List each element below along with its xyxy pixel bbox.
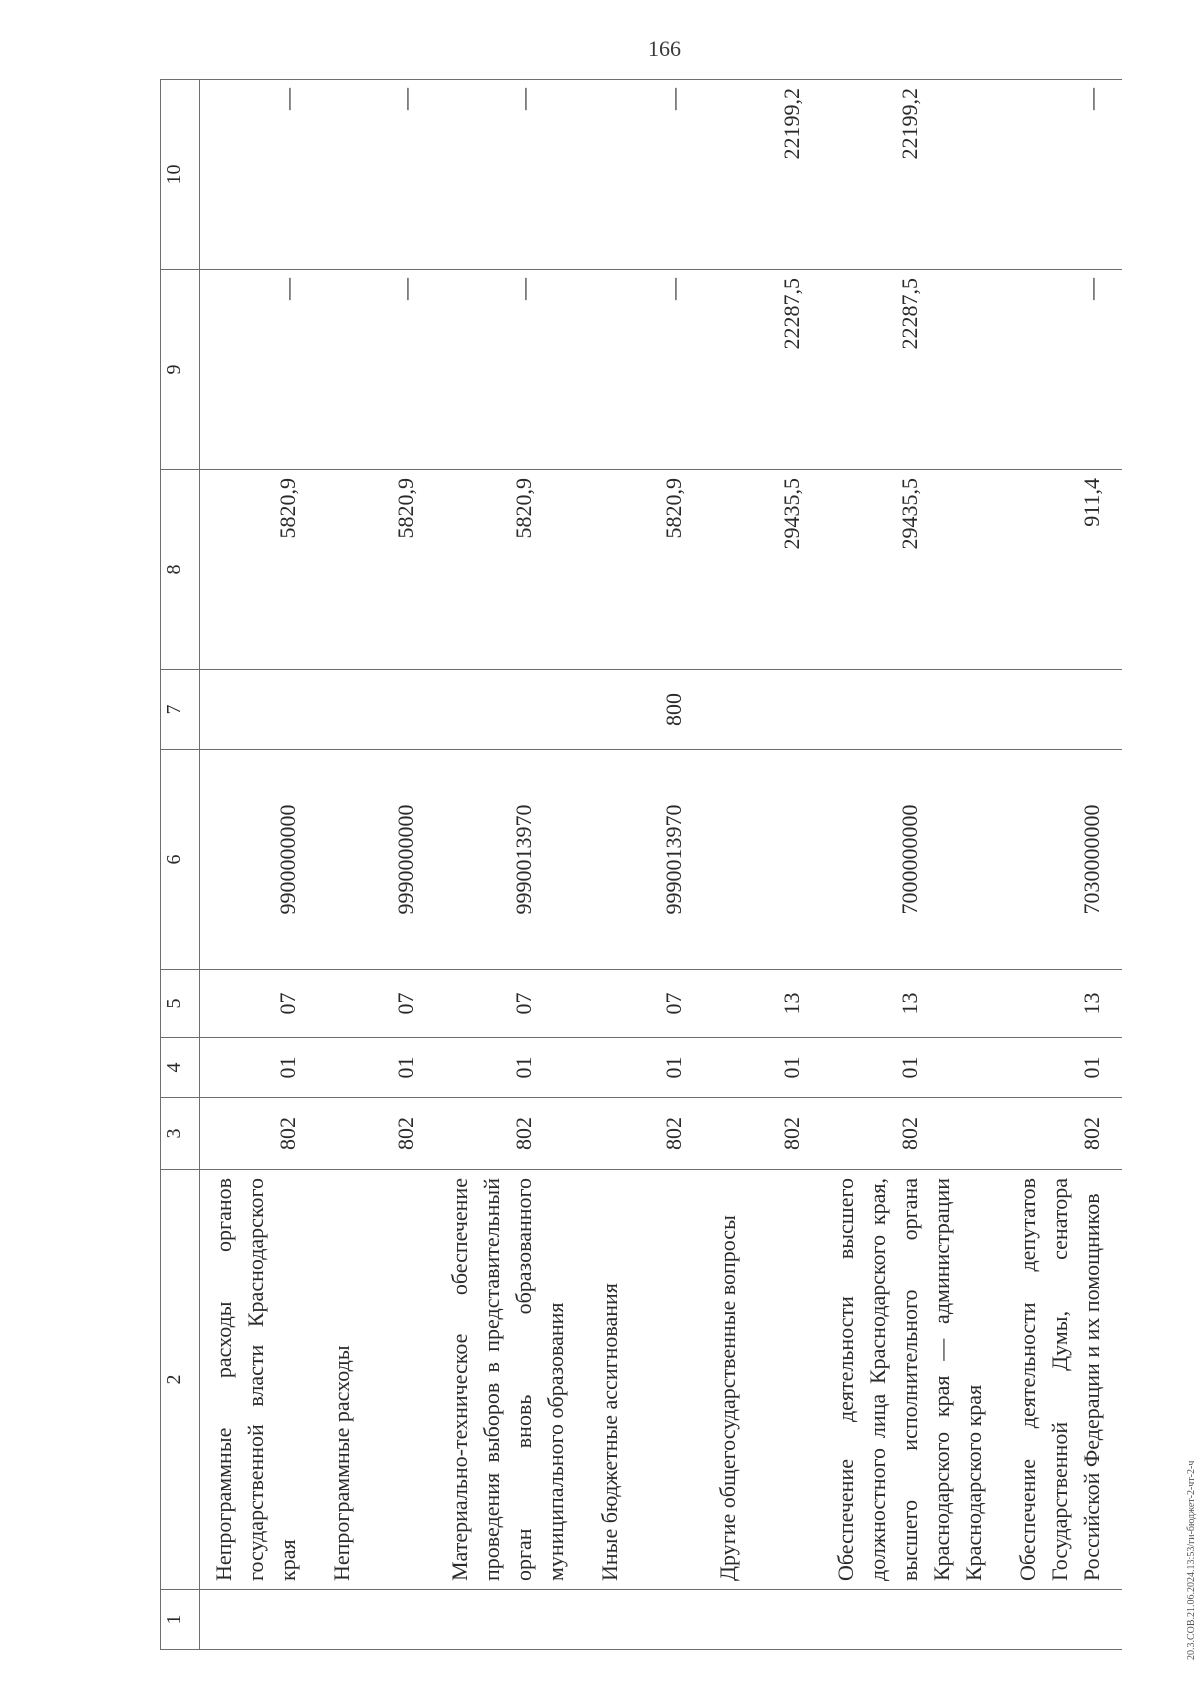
table-row	[1004, 80, 1122, 1650]
cell-amount-col8: 5820,9	[200, 470, 319, 670]
cell-target-article	[704, 750, 822, 970]
cell-amount-col9: 22287,5	[704, 270, 822, 470]
cell-section-code: 01	[436, 1038, 586, 1098]
cell-section-code: 01	[822, 1038, 1004, 1098]
cell-section-code: 01	[200, 1038, 319, 1098]
table-row	[200, 80, 319, 1650]
column-header: 8	[161, 470, 200, 670]
cell-expense-type	[1004, 670, 1122, 750]
column-header: 5	[161, 970, 200, 1038]
cell-subsection-code: 13	[822, 970, 1004, 1038]
column-number-row	[161, 80, 200, 1650]
budget-table	[160, 79, 1122, 1650]
column-header: 3	[161, 1098, 200, 1170]
cell-subsection-code: 07	[586, 970, 704, 1038]
cell-amount-col8: 911,4	[1004, 470, 1122, 670]
cell-subsection-code: 07	[318, 970, 436, 1038]
cell-amount-col9: —	[436, 270, 586, 470]
cell-target-article: 7030000000	[1004, 750, 1122, 970]
cell-amount-col9: —	[1004, 270, 1122, 470]
cell-description: Обеспечение деятельности депутатов Государственной Думы, сенатора Российской Федерации и их помощников	[1004, 1170, 1122, 1590]
cell-description: Иные бюджетные ассигнования	[586, 1170, 704, 1590]
cell-amount-col10: —	[200, 80, 319, 270]
table-row	[586, 80, 704, 1650]
table-row	[436, 80, 586, 1650]
table-row	[704, 80, 822, 1650]
table-row	[318, 80, 436, 1650]
cell-target-article: 9990013970	[436, 750, 586, 970]
cell-col1	[318, 1590, 436, 1650]
table-row	[822, 80, 1004, 1650]
cell-amount-col10: —	[318, 80, 436, 270]
cell-amount-col9: —	[200, 270, 319, 470]
cell-expense-type	[436, 670, 586, 750]
cell-subsection-code: 07	[436, 970, 586, 1038]
cell-amount-col10: 22199,2	[822, 80, 1004, 270]
column-header: 4	[161, 1038, 200, 1098]
column-header: 2	[161, 1170, 200, 1590]
column-header: 7	[161, 670, 200, 750]
column-header: 10	[161, 80, 200, 270]
cell-col1	[822, 1590, 1004, 1650]
cell-description: Непрограммные расходы органов государственной власти Краснодарского края	[200, 1170, 319, 1590]
cell-amount-col8: 29435,5	[822, 470, 1004, 670]
cell-amount-col8: 5820,9	[318, 470, 436, 670]
cell-ministry-code: 802	[318, 1098, 436, 1170]
cell-section-code: 01	[318, 1038, 436, 1098]
cell-section-code: 01	[704, 1038, 822, 1098]
cell-amount-col10: —	[1004, 80, 1122, 270]
cell-section-code: 01	[586, 1038, 704, 1098]
cell-col1	[200, 1590, 319, 1650]
cell-col1	[436, 1590, 586, 1650]
footer-stamp: 20.3.СОВ.21.06.2024.13:53/ги-бюджет-2-чт-2-ч	[1186, 1460, 1197, 1660]
cell-col1	[1004, 1590, 1122, 1650]
column-header: 6	[161, 750, 200, 970]
cell-amount-col10: —	[586, 80, 704, 270]
cell-ministry-code: 802	[586, 1098, 704, 1170]
cell-subsection-code: 07	[200, 970, 319, 1038]
cell-ministry-code: 802	[704, 1098, 822, 1170]
cell-expense-type	[704, 670, 822, 750]
cell-amount-col8: 5820,9	[436, 470, 586, 670]
cell-ministry-code: 802	[436, 1098, 586, 1170]
cell-col1	[704, 1590, 822, 1650]
cell-description: Обеспечение деятельности высшего должностного лица Краснодарского края, высшего исполнительного органа Краснодарского края — администрации Краснодарского края	[822, 1170, 1004, 1590]
cell-subsection-code: 13	[1004, 970, 1122, 1038]
cell-amount-col8: 29435,5	[704, 470, 822, 670]
cell-ministry-code: 802	[822, 1098, 1004, 1170]
page-number: 166	[648, 36, 681, 61]
cell-target-article: 9990000000	[318, 750, 436, 970]
cell-target-article: 9900000000	[200, 750, 319, 970]
cell-ministry-code: 802	[200, 1098, 319, 1170]
cell-description: Непрограммные расходы	[318, 1170, 436, 1590]
cell-target-article: 9990013970	[586, 750, 704, 970]
column-header: 1	[161, 1590, 200, 1650]
cell-expense-type: 800	[586, 670, 704, 750]
cell-col1	[586, 1590, 704, 1650]
cell-expense-type	[318, 670, 436, 750]
cell-target-article: 7000000000	[822, 750, 1004, 970]
cell-amount-col10: —	[436, 80, 586, 270]
cell-amount-col9: —	[318, 270, 436, 470]
cell-amount-col8: 5820,9	[586, 470, 704, 670]
cell-description: Материально-техническое обеспечение проведения выборов в представительный орган вновь образованного муниципального образования	[436, 1170, 586, 1590]
cell-description: Другие общегосударственные вопросы	[704, 1170, 822, 1590]
cell-expense-type	[200, 670, 319, 750]
column-header: 9	[161, 270, 200, 470]
cell-section-code: 01	[1004, 1038, 1122, 1098]
cell-ministry-code: 802	[1004, 1098, 1122, 1170]
cell-expense-type	[822, 670, 1004, 750]
cell-subsection-code: 13	[704, 970, 822, 1038]
rotated-table-frame	[160, 80, 1200, 1650]
cell-amount-col10: 22199,2	[704, 80, 822, 270]
cell-amount-col9: —	[586, 270, 704, 470]
cell-amount-col9: 22287,5	[822, 270, 1004, 470]
